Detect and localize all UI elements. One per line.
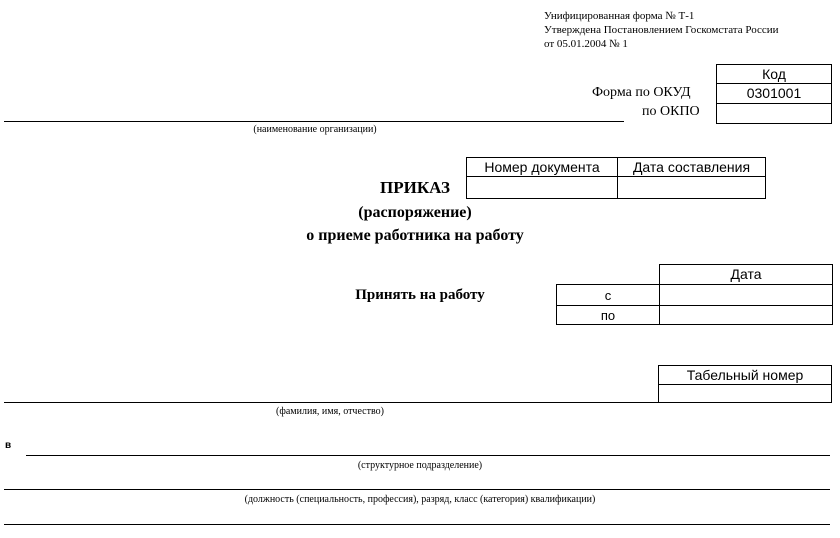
position-caption: (должность (специальность, профессия), разряд, класс (категория) квалификации) bbox=[244, 494, 596, 505]
tab-number-header: Табельный номер bbox=[658, 365, 832, 385]
okpo-label: по ОКПО bbox=[642, 104, 700, 119]
from-date-field[interactable] bbox=[659, 284, 833, 306]
doc-date-header: Дата составления bbox=[617, 157, 766, 177]
position-line[interactable] bbox=[4, 489, 830, 490]
org-name-caption: (наименование организации) bbox=[253, 124, 377, 135]
from-label: с bbox=[556, 284, 660, 306]
okud-field[interactable]: 0301001 bbox=[716, 83, 832, 104]
approval-text: Утверждена Постановлением Госкомстата России bbox=[544, 24, 779, 36]
to-label: по bbox=[556, 305, 660, 325]
tab-number-field[interactable] bbox=[658, 384, 832, 403]
employee-name-caption: (фамилия, имя, отчество) bbox=[276, 406, 384, 417]
okud-label: Форма по ОКУД bbox=[592, 85, 691, 100]
date-header: Дата bbox=[659, 264, 833, 285]
department-prefix: в bbox=[5, 440, 12, 451]
employee-name-line[interactable] bbox=[4, 402, 658, 403]
approval-date-text: от 05.01.2004 № 1 bbox=[544, 38, 628, 50]
document-title: ПРИКАЗ bbox=[380, 178, 450, 197]
to-date-field[interactable] bbox=[659, 305, 833, 325]
doc-number-header: Номер документа bbox=[466, 157, 618, 177]
position-line-2[interactable] bbox=[4, 524, 830, 525]
org-name-line[interactable] bbox=[4, 121, 624, 122]
form-type-text: Унифицированная форма № Т-1 bbox=[544, 10, 695, 22]
hire-label: Принять на работу bbox=[355, 287, 485, 303]
department-line[interactable] bbox=[26, 455, 830, 456]
kod-header: Код bbox=[716, 64, 832, 84]
okpo-field[interactable] bbox=[716, 103, 832, 124]
document-subtitle: (распоряжение) bbox=[358, 204, 472, 221]
document-purpose: о приеме работника на работу bbox=[306, 227, 524, 244]
doc-date-field[interactable] bbox=[617, 176, 766, 199]
department-caption: (структурное подразделение) bbox=[357, 460, 483, 471]
